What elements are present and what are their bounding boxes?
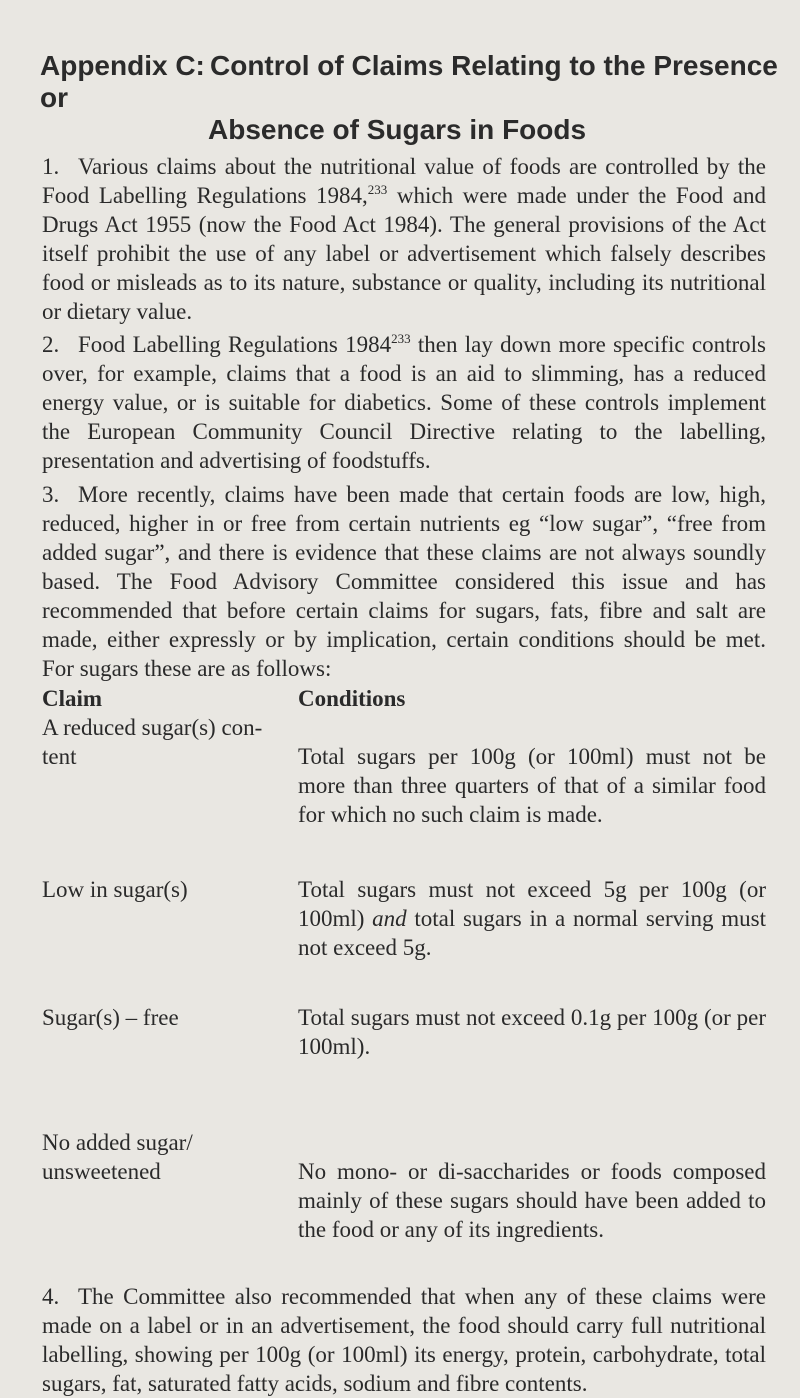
condition-sugar-free: Total sugars must not exceed 0.1g per 100g (or per 100ml). <box>298 1005 766 1059</box>
appendix-heading <box>40 50 780 146</box>
claim-no-added-sugar: No added sugar/ unsweetened <box>42 1130 193 1184</box>
appendix-label: Appendix C: <box>40 50 205 81</box>
condition-no-added-sugar: No mono- or di-saccharides or foods composed mainly of these sugars should have been added to the food or any of its ingredients. <box>298 1159 766 1242</box>
claim-low-sugar: Low in sugar(s) <box>42 877 188 902</box>
paragraph-number: 3. <box>42 482 60 507</box>
claim-column-header: Claim <box>42 686 103 711</box>
paragraph-4: 4. The Committee also recommended that when any of these claims were made on a label or in an advertisement, the food should carry full nutritional labelling, showing per 100g (or 100ml) its energy, protein, carbohydrate, total sugars, fat, saturated fatty acids, sodium and fibre contents. <box>42 1284 766 1396</box>
footnote-ref: 233 <box>391 331 411 346</box>
conditions-column-header: Conditions <box>298 686 406 711</box>
footnote-ref: 233 <box>367 182 388 197</box>
paragraph-1: 1. Various claims about the nutritional value of foods are controlled by the Food Labelling Regulations 1984,$^{233}$ which were made under the Food and Drugs Act 1955 (now the Food Act 1984). The general provisions of the Act itself prohibit the use of any label or advertisement which falsely describes food or misleads as to its nature, substance or quality, including its nutritional or dietary value. <box>42 154 767 324</box>
heading-line-2: Absence of Sugars in Foods <box>208 114 587 145</box>
paragraph-number: 2. <box>42 332 60 357</box>
paragraph-number: 4. <box>42 1284 60 1309</box>
paragraph-number: 1. <box>42 154 60 179</box>
claim-sugar-free: Sugar(s) – free <box>42 1005 179 1030</box>
paragraph-3: 3. More recently, claims have been made that certain foods are low, high, reduced, higher in or free from certain nutrients eg “low sugar”, “free from added sugar”, and there is evidence that these claims are not always soundly based. The Food Advisory Committee considered this issue and has recommended that before certain claims for sugars, fats, fibre and salt are made, either expressly or by implication, certain conditions should be met. For sugars these are as follows: <box>42 482 766 681</box>
heading-line-1: Control of Claims Relating to the Presence or <box>40 50 778 113</box>
claim-reduced-sugar: A reduced sugar(s) con- tent <box>42 715 263 769</box>
paragraph-2: 2. Food Labelling Regulations 1984$^{233}$ then lay down more specific controls over, for example, claims that a food is an aid to slimming, has a reduced energy value, or is suitable for diabetics. Some of these controls implement the European Community Council Directive relating to the labelling, presentation and advertising of foodstuffs. <box>42 331 766 473</box>
condition-low-sugar: Total sugars must not exceed 5g per 100g (or 100ml) and total sugars in a normal serving must not exceed 5g. <box>298 877 766 960</box>
condition-reduced-sugar: Total sugars per 100g (or 100ml) must not be more than three quarters of that of a similar food for which no such claim is made. <box>298 744 766 827</box>
